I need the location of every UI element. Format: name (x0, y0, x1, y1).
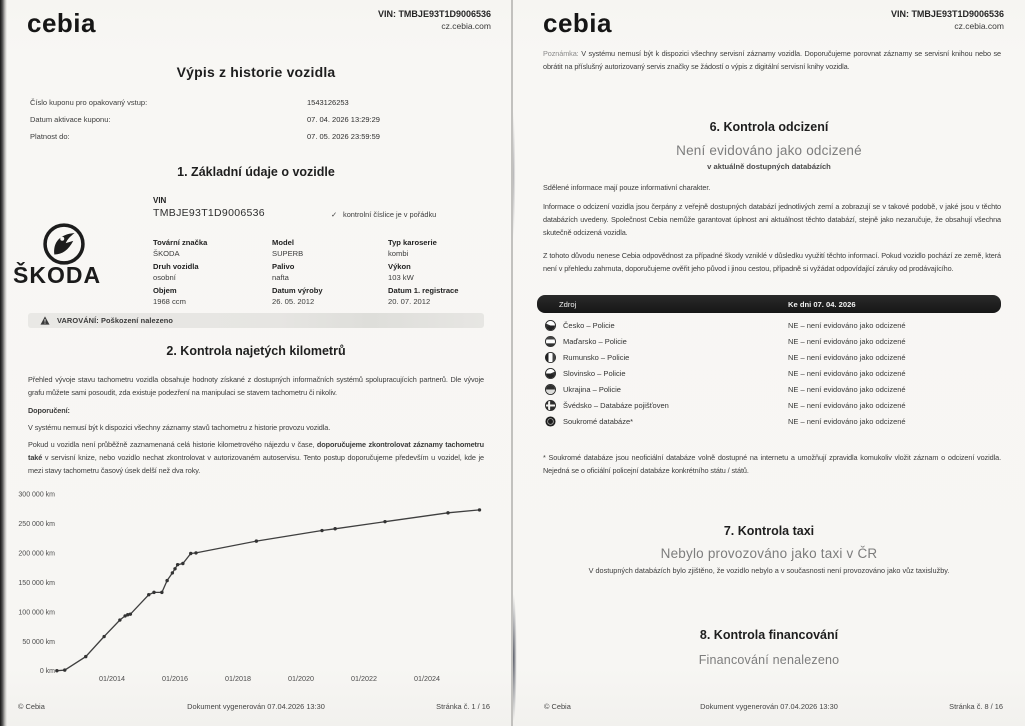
vin-check-text: kontrolní číslice je v pořádku (343, 210, 437, 219)
paragraph: Přehled vývoje stavu tachometru vozidla obsahuje hodnoty získané z dostupných informačních systémů spolupracujících partnerů. Dle vývoje grafu můžete sami posoudit, zda existuje podezření na manipulaci se stavem tachometru či nikoliv. (28, 375, 484, 397)
svg-text:250 000 km: 250 000 km (18, 520, 55, 528)
footer-page-number: Stránka č. 1 / 16 (436, 702, 490, 711)
section-title: 7. Kontrola taxi (723, 524, 815, 538)
field-label: Model (272, 238, 294, 247)
field-label: Tovární značka (153, 238, 208, 247)
table-row (513, 400, 1025, 414)
vin-header: VIN: TMBJE93T1D9006536 (377, 9, 491, 19)
flag-sweden-icon (545, 400, 556, 411)
source-name: Česko – Policie (563, 321, 615, 330)
footer-generated: Dokument vygenerován 07.04.2026 13:30 (700, 702, 838, 711)
site-url: cz.cebia.com (441, 21, 491, 31)
source-result: NE – není evidováno jako odcizené (788, 401, 906, 410)
section-title: 8. Kontrola financování (699, 628, 839, 642)
field-value: 20. 07. 2012 (388, 297, 431, 306)
status-subtext: v aktuálně dostupných databázích (707, 162, 831, 171)
paragraph: Sdělené informace mají pouze informativní charakter. (543, 183, 711, 192)
source-result: NE – není evidováno jako odcizené (788, 321, 906, 330)
svg-text:01/2018: 01/2018 (225, 674, 251, 683)
vin-value: TMBJE93T1D9006536 (153, 207, 265, 219)
svg-text:01/2022: 01/2022 (351, 674, 377, 683)
field-value: kombi (388, 249, 409, 258)
svg-text:100 000 km: 100 000 km (18, 609, 55, 617)
check-icon: ✓ (331, 210, 338, 219)
field-label: Výkon (388, 262, 411, 271)
status-detail: V dostupných databázích bylo zjištěno, že vozidlo nebylo a v současnosti není provozováno jako vůz taxislužby. (588, 566, 950, 575)
table-row (513, 336, 1025, 350)
svg-text:50 000 km: 50 000 km (22, 638, 55, 646)
table-row (513, 384, 1025, 398)
source-name: Soukromé databáze* (563, 417, 634, 426)
flag-hungary-icon (545, 336, 556, 347)
scan-edge-artifact (513, 555, 519, 726)
svg-text:200 000 km: 200 000 km (18, 550, 55, 558)
table-row (513, 368, 1025, 382)
field-label: Objem (153, 286, 177, 295)
field-label: Typ karoserie (388, 238, 437, 247)
report-page-1 (0, 0, 512, 726)
vin-label: VIN (153, 196, 167, 205)
source-result: NE – není evidováno jako odcizené (788, 369, 906, 378)
note-paragraph: Poznámka: V systému nemusí být k dispozici všechny servisní záznamy vozidla. Doporučujeme porovnat záznamy se servisní knihou nebo se obrátit na příslušný autorizovaný servis značky se žádostí o výpis z digitální servisní knihy vozidla. (543, 49, 1001, 71)
odometer-chart (0, 480, 512, 685)
status-text: Financování nenalezeno (698, 653, 840, 667)
scan-edge-artifact (513, 95, 518, 255)
table-row (513, 320, 1025, 334)
coupon-row-label: Číslo kuponu pro opakovaný vstup: (30, 98, 148, 107)
warning-text: VAROVÁNÍ: Poškození nalezeno (57, 316, 174, 325)
status-text: Není evidováno jako odcizené (676, 143, 862, 158)
source-result: NE – není evidováno jako odcizené (788, 353, 906, 362)
coupon-row-value: 07. 04. 2026 13:29:29 (307, 115, 380, 124)
report-page-8 (513, 0, 1025, 726)
table-header-source: Zdroj (559, 300, 577, 309)
paragraph: Informace o odcizení vozidla jsou čerpány z veřejně dostupných databází jednotlivých zemí a zobrazují se v takové podobě, v jaké jsou v těchto databázích uvedeny. Společnost Cebia nemůže garantovat úplnost ani aktuálnost těchto databází, stejně jako nezaručuje, že obsahují všechna skutečně odcizená vozidla. (543, 202, 1001, 237)
field-value: osobní (153, 273, 176, 282)
paragraph: V systému nemusí být k dispozici všechny záznamy stavů tachometru z historie provozu vozidla. (28, 423, 331, 432)
svg-text:150 000 km: 150 000 km (18, 579, 55, 587)
svg-text:01/2024: 01/2024 (414, 674, 440, 683)
source-name: Švédsko – Databáze pojišťoven (563, 401, 669, 410)
table-row (513, 352, 1025, 366)
coupon-row-value: 1543126253 (307, 98, 349, 107)
svg-text:01/2014: 01/2014 (99, 674, 125, 683)
page-title: Výpis z historie vozidla (176, 64, 336, 80)
svg-text:300 000 km: 300 000 km (18, 491, 55, 499)
svg-text:0 km: 0 km (39, 668, 55, 676)
svg-text:01/2016: 01/2016 (162, 674, 188, 683)
source-name: Ukrajina – Policie (563, 385, 621, 394)
footnote: * Soukromé databáze jsou neoficiální databáze volně dostupné na internetu a umožňují zpravidla komukoliv vložit záznam o odcizení vozidla. Nejedná se o oficiální policejní databáze konkrétního státu / států. (543, 453, 1001, 475)
warning-bar (28, 313, 484, 328)
coupon-row-label: Platnost do: (30, 132, 70, 141)
source-result: NE – není evidováno jako odcizené (788, 417, 906, 426)
field-value: SUPERB (272, 249, 304, 258)
source-result: NE – není evidováno jako odcizené (788, 337, 906, 346)
cebia-logo: cebia (543, 8, 612, 38)
svg-text:01/2020: 01/2020 (288, 674, 314, 683)
section-title: 6. Kontrola odcizení (709, 120, 829, 134)
source-result: NE – není evidováno jako odcizené (788, 385, 906, 394)
footer-generated: Dokument vygenerován 07.04.2026 13:30 (187, 702, 325, 711)
field-label: Datum 1. registrace (388, 286, 459, 295)
flag-slovenia-icon (545, 368, 556, 379)
flag-romania-icon (545, 352, 556, 363)
source-name: Maďarsko – Policie (563, 337, 627, 346)
flag-ukraine-icon (545, 384, 556, 395)
status-text: Nebylo provozováno jako taxi v ČR (660, 546, 878, 561)
warning-triangle-icon (40, 316, 50, 325)
source-name: Slovinsko – Policie (563, 369, 626, 378)
field-label: Druh vozidla (153, 262, 199, 271)
coupon-row-label: Datum aktivace kuponu: (30, 115, 111, 124)
table-header-bar (537, 295, 1001, 313)
field-label: Datum výroby (272, 286, 323, 295)
table-row (513, 416, 1025, 430)
skoda-wordmark: ŠKODA (13, 262, 102, 288)
vin-header: VIN: TMBJE93T1D9006536 (890, 9, 1004, 19)
field-value: ŠKODA (153, 249, 180, 258)
coupon-row-value: 07. 05. 2026 23:59:59 (307, 132, 380, 141)
section-title: 2. Kontrola najetých kilometrů (166, 344, 346, 358)
footer-copyright: © Cebia (18, 702, 45, 711)
field-value: nafta (272, 273, 289, 282)
field-value: 26. 05. 2012 (272, 297, 315, 306)
page-seam (511, 0, 513, 726)
table-header-date: Ke dni 07. 04. 2026 (788, 300, 856, 309)
cebia-logo: cebia (27, 8, 96, 38)
field-value: 1968 ccm (153, 297, 186, 306)
paragraph: Doporučení: (28, 406, 70, 415)
field-label: Palivo (272, 262, 295, 271)
footer-copyright: © Cebia (544, 702, 571, 711)
site-url: cz.cebia.com (954, 21, 1004, 31)
paragraph: Z tohoto důvodu nenese Cebia odpovědnost za případné škody vzniklé v důsledku využití těchto informací. Pokud vozidlo pochází ze země, která není v přehledu zahrnuta, doporučujeme ověřit jeho původ i jinou cestou, případně si vyžádat odpovídající záruky od prodávajícího. (543, 251, 1001, 273)
paragraph: Pokud u vozidla není průběžně zaznamenaná celá historie kilometrového nájezdu v čase, doporučujeme zkontrolovat záznamy tachometru také v servisní knize, nebo vozidlo nechat zkontrolovat v autorizovaném autoservisu. Tento postup doporučujeme především u vozidel, kde je mezi stavy tachometru časový úsek delší než dva roky. (28, 440, 484, 475)
field-value: 103 kW (388, 273, 414, 282)
skoda-logo-icon (42, 222, 86, 266)
footer-page-number: Stránka č. 8 / 16 (949, 702, 1003, 711)
scan-edge-artifact (0, 0, 7, 726)
flag-czechia-icon (545, 320, 556, 331)
source-name: Rumunsko – Policie (563, 353, 630, 362)
private-db-icon (545, 416, 556, 427)
note-label: Poznámka: (543, 49, 579, 58)
section-title: 1. Základní údaje o vozidle (177, 165, 335, 179)
